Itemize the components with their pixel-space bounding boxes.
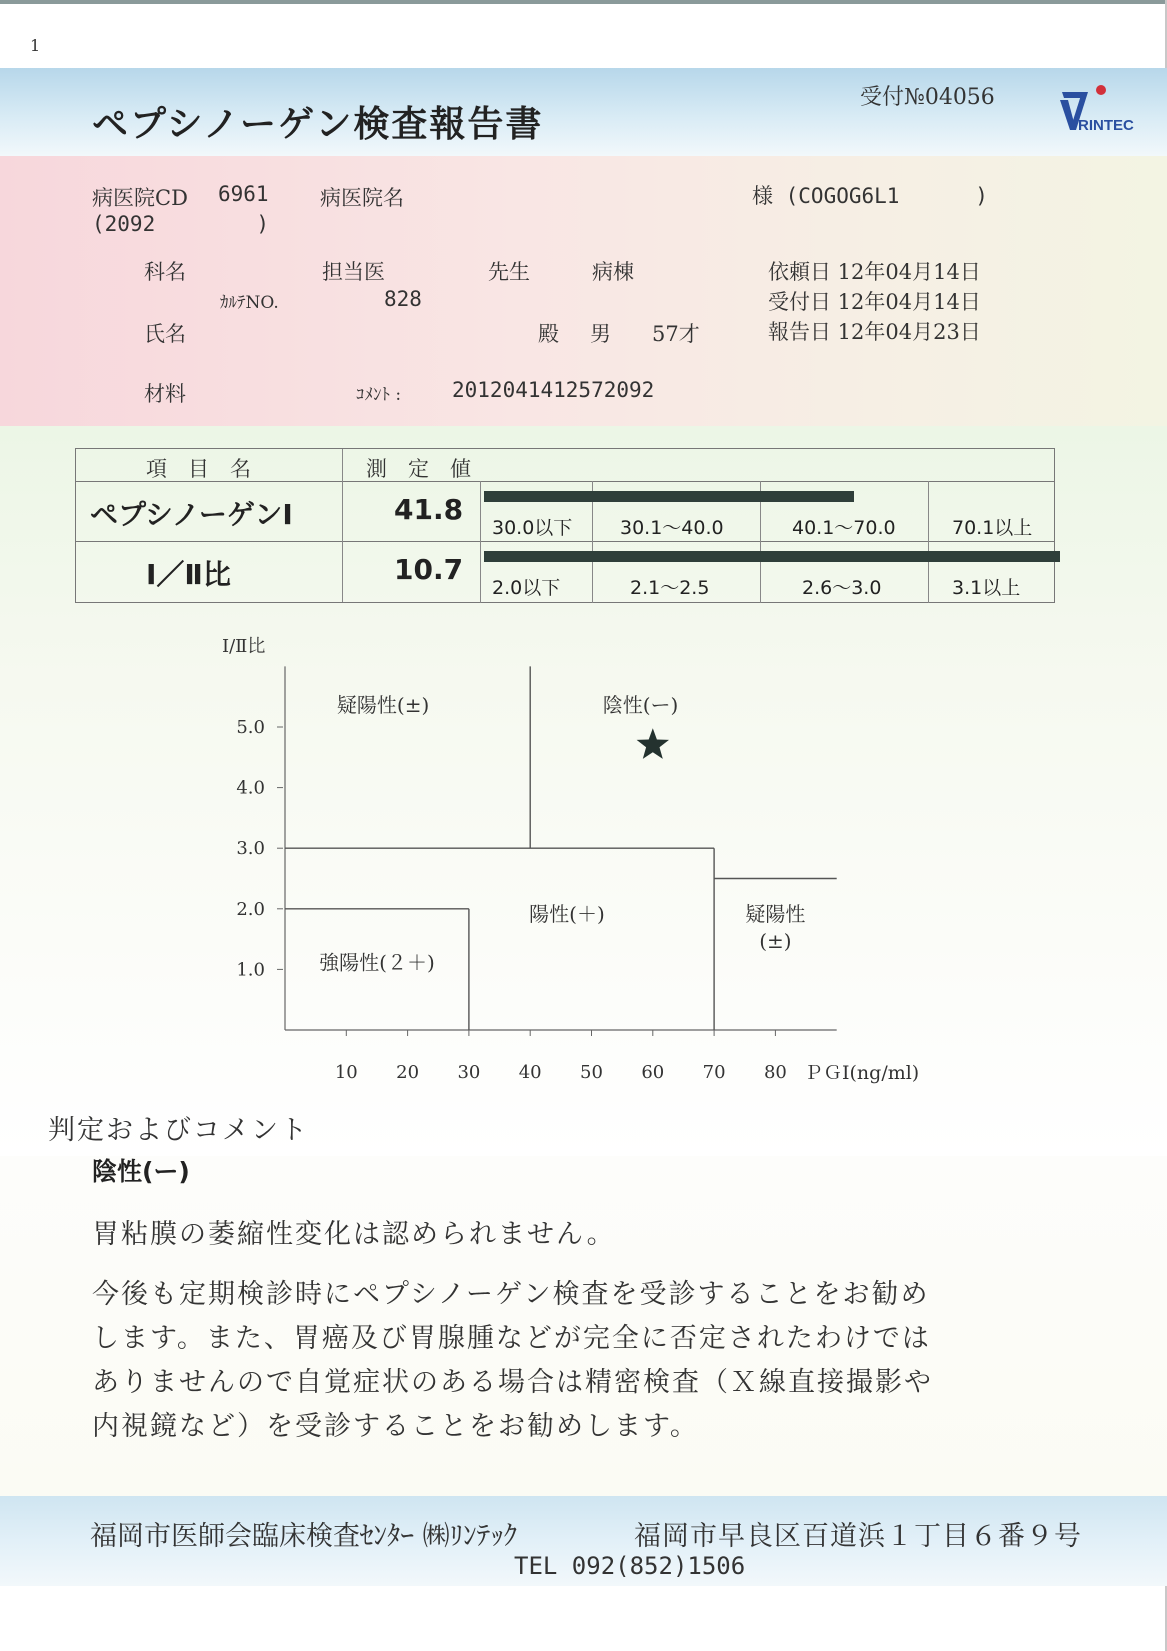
ratio-range-4: 3.1以上 [952,577,1021,599]
comment-para-line4: 内視鏡など）を受診することをお勧めします。 [92,1411,699,1442]
judgement-heading: 判定およびコメント [48,1115,309,1146]
patient-id: 様 (COGOG6L1 ) [752,184,988,208]
footer-tel: TEL 092(852)1506 [514,1552,746,1580]
patient-result-star [637,728,669,759]
ratio-name: Ⅰ／Ⅱ比 [146,558,231,591]
x-tick-label: 80 [763,1062,787,1083]
karte-label: ｶﾙﾃNO. [220,293,279,313]
y-tick-label: 5.0 [236,717,265,738]
patient-sex: 男 [590,322,611,346]
name-label: 氏名 [144,322,186,346]
table-header-item: 項 目 名 [146,457,251,481]
y-tick-label: 2.0 [236,898,265,920]
hospital-name-label: 病医院名 [320,186,404,210]
hospital-sub-code: (2092 ) [92,212,270,236]
x-tick-label: 40 [518,1062,542,1083]
region-label-strong-positive: 強陽性(２＋) [319,950,435,975]
ward-label: 病棟 [592,260,634,284]
x-tick-label: 10 [334,1062,358,1083]
page-number: 1 [30,36,41,55]
hospital-cd: 6961 [218,182,269,206]
comment-para-line2: します。また、胃癌及び胃腺腫などが完全に否定されたわけでは [92,1323,931,1354]
pg1-range-1: 30.0以下 [492,517,573,539]
hospital-cd-label: 病医院CD [92,186,188,210]
x-tick-label: 30 [457,1062,481,1083]
region-label-suspect-upper: 疑陽性(±) [336,692,430,717]
judgement-line1: 胃粘膜の萎縮性変化は認められません。 [92,1219,616,1250]
x-tick-label: 50 [580,1062,603,1083]
region-label-suspect-right-2: (±) [759,929,792,954]
comment-value: 2012041412572092 [452,378,655,402]
receipt-date: 受付日 12年04月14日 [768,290,981,314]
x-tick-label: 20 [396,1062,420,1083]
x-axis-label: ＰＧⅠ(ng/ml) [804,1062,920,1084]
reception-number: 受付№04056 [860,85,995,110]
report-date: 報告日 12年04月23日 [768,320,981,344]
x-tick-label: 70 [702,1062,726,1083]
sensei-label: 先生 [488,260,530,284]
x-tick-label: 60 [641,1062,665,1083]
material-label: 材料 [144,382,186,406]
ratio-range-2: 2.1～2.5 [630,577,710,599]
y-tick-label: 1.0 [236,959,265,981]
ratio-range-3: 2.6～3.0 [802,577,882,599]
dept-label: 科名 [144,260,186,284]
pg1-range-3: 40.1～70.0 [792,517,896,539]
pg1-range-4: 70.1以上 [952,517,1033,539]
pg1-value: 41.8 [394,493,464,526]
ratio-value: 10.7 [394,553,464,586]
request-date: 依頼日 12年04月14日 [768,260,981,284]
region-label-suspect-right: 疑陽性 [745,901,806,926]
table-header-value: 測 定 値 [366,457,471,481]
dono-label: 殿 [538,322,559,346]
karte-number: 828 [384,287,422,311]
region-label-negative: 陰性(ー) [602,692,679,717]
comment-para-line1: 今後も定期検診時にペプシノーゲン検査を受診することをお勧め [92,1279,930,1310]
comment-label: ｺﾒﾝﾄ : [356,385,402,405]
footer-address: 福岡市早良区百道浜１丁目６番９号 [634,1521,1082,1552]
pg1-name: ペプシノーゲンⅠ [90,498,293,531]
doctor-label: 担当医 [322,260,385,284]
y-tick-label: 3.0 [236,838,265,860]
logo-text: RINTEC [1078,117,1134,134]
region-label-positive: 陽性(＋) [529,901,605,926]
y-tick-label: 4.0 [236,777,265,799]
comment-para-line3: ありませんので自覚症状のある場合は精密検査（Ｘ線直接撮影や [92,1367,933,1398]
judgement-result: 陰性(ー) [92,1157,190,1186]
ratio-range-1: 2.0以下 [492,577,561,599]
pg1-range-2: 30.1～40.0 [620,517,724,539]
patient-age: 57才 [652,322,700,346]
y-axis-label: Ⅰ/Ⅱ比 [222,636,266,657]
footer-lab: 福岡市医師会臨床検査ｾﾝﾀｰ ㈱ﾘﾝﾃｯｸ [90,1521,518,1552]
report-title: ペプシノーゲン検査報告書 [92,104,544,145]
